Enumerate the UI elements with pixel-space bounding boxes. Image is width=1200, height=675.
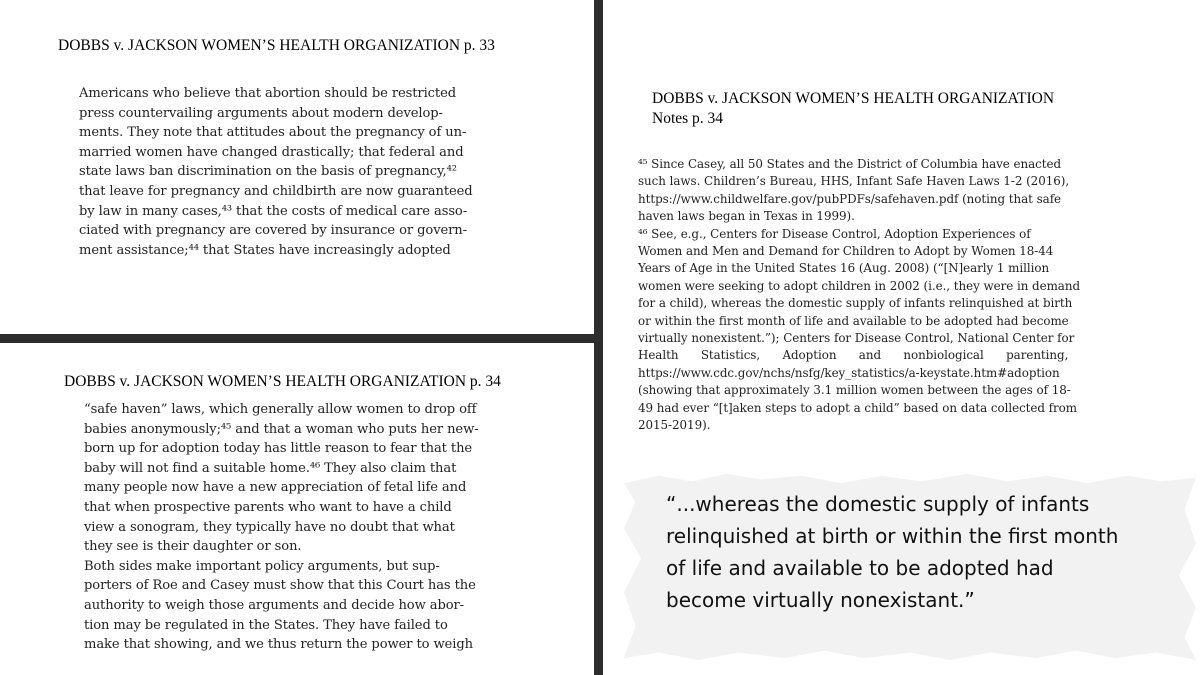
note-line: virtually nonexistent.”); Centers for Disease Control, National Center for — [638, 331, 1075, 346]
notes-title: DOBBS v. JACKSON WOMEN’S HEALTH ORGANIZATION — [652, 90, 1055, 107]
text-line: view a sonogram, they typically have no doubt that what — [84, 519, 455, 535]
page-34-title: DOBBS v. JACKSON WOMEN’S HEALTH ORGANIZATION p. 34 — [64, 373, 501, 390]
text-line: born up for adoption today has little reason to fear that the — [84, 441, 473, 457]
quote-line: relinquished at birth or within the first month — [666, 524, 1119, 548]
note-line: https://www.cdc.gov/nchs/nsfg/key_statistics/a-keystate.htm#adoption — [638, 365, 1060, 380]
quote-line: of life and available to be adopted had — [666, 556, 1054, 580]
text-line: press countervailing arguments about modern develop- — [79, 105, 443, 121]
text-line: “safe haven” laws, which generally allow women to drop off — [84, 402, 477, 417]
quote-line: “...whereas the domestic supply of infants — [666, 492, 1090, 516]
text-line: married women have changed drastically; that federal and — [79, 144, 464, 160]
text-line: ciated with pregnancy are covered by insurance or govern- — [79, 223, 467, 239]
note-line: (showing that approximately 3.1 million women between the ages of 18- — [638, 383, 1071, 398]
note-line: haven laws began in Texas in 1999). — [638, 209, 855, 224]
notes-text — [638, 156, 1080, 435]
text-line: many people now have a new appreciation of fetal life and — [84, 480, 467, 496]
text-line: porters of Roe and Casey must show that this Court has the — [84, 578, 476, 594]
note-line: 2015-2019). — [638, 418, 711, 433]
text-line: make that showing, and we thus return the power to weigh — [84, 637, 473, 653]
note-line: 49 had ever “[t]aken steps to adopt a child” based on data collected from — [638, 400, 1077, 415]
horizontal-divider — [0, 334, 598, 343]
note-line: ⁴⁶ See, e.g., Centers for Disease Control, Adoption Experiences of — [638, 226, 1031, 241]
text-line: ment assistance;⁴⁴ that States have increasingly adopted — [79, 242, 451, 258]
note-line: Women and Men and Demand for Children to Adopt by Women 18-44 — [638, 244, 1054, 259]
page-33-text — [79, 84, 473, 260]
note-line: https://www.childwelfare.gov/pubPDFs/safehaven.pdf (noting that safe — [638, 191, 1062, 206]
text-line: they see is their daughter or son. — [84, 539, 302, 555]
text-line: ments. They note that attitudes about the pregnancy of un- — [79, 125, 467, 141]
text-line: that when prospective parents who want to have a child — [84, 499, 452, 515]
text-line: by law in many cases,⁴³ that the costs of medical care asso- — [79, 203, 468, 219]
text-line: authority to weigh those arguments and decide how abor- — [84, 597, 465, 613]
note-line: for a child), whereas the domestic supply of infants relinquished at birth — [638, 296, 1073, 311]
quote-line: become virtually nonexistant.” — [666, 588, 975, 612]
note-line: women were seeking to adopt children in 2002 (i.e., they were in demand — [638, 278, 1081, 293]
text-line: baby will not find a suitable home.⁴⁶ They also claim that — [84, 460, 457, 476]
text-line: babies anonymously;⁴⁵ and that a woman who puts her new- — [84, 421, 479, 437]
text-line: state laws ban discrimination on the basis of pregnancy,⁴² — [79, 164, 457, 180]
note-line: ⁴⁵ Since Casey, all 50 States and the District of Columbia have enacted — [638, 157, 1062, 171]
notes-subtitle: Notes p. 34 — [652, 110, 724, 127]
note-line: such laws. Children’s Bureau, HHS, Infant Safe Haven Laws 1-2 (2016), — [638, 174, 1070, 189]
page-34-text — [84, 400, 479, 655]
text-line: tion may be regulated in the States. They have failed to — [84, 617, 448, 633]
quote-text — [666, 488, 1118, 616]
note-line: Years of Age in the United States 16 (Aug. 2008) (“[N]early 1 million — [638, 261, 1050, 276]
page-33-title: DOBBS v. JACKSON WOMEN’S HEALTH ORGANIZATION p. 33 — [58, 37, 495, 54]
note-line: Health Statistics, Adoption and nonbiological parenting, — [638, 348, 1069, 363]
text-line: that leave for pregnancy and childbirth are now guaranteed — [79, 183, 473, 199]
text-line: Americans who believe that abortion should be restricted — [79, 86, 457, 101]
note-line: or within the first month of life and available to be adopted had become — [638, 313, 1069, 328]
text-line: Both sides make important policy arguments, but sup- — [84, 558, 440, 574]
